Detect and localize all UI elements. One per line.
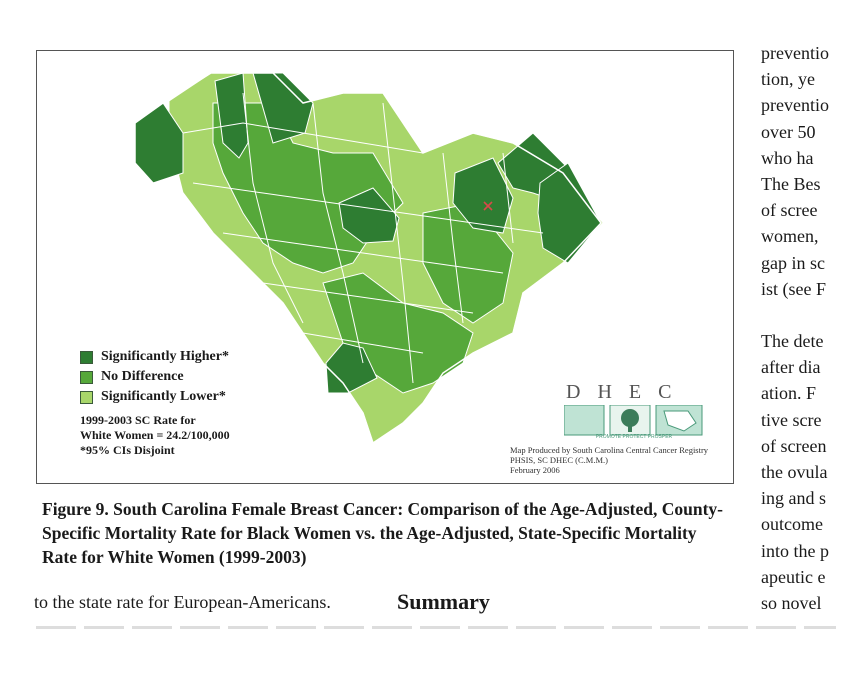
producer-line: Map Produced by South Carolina Central Cancer Registry (510, 445, 709, 455)
right-column-line: gap in sc (761, 252, 825, 273)
rate-note-line: White Women = 24.2/100,000 (80, 428, 230, 442)
legend-swatch-no-difference (80, 371, 93, 384)
right-column-line: preventio (761, 43, 829, 63)
right-column-line: The Bes (761, 174, 821, 195)
rate-note-line: *95% CIs Disjoint (80, 443, 175, 457)
legend-swatch-lower (80, 391, 93, 404)
legend-label-lower: Significantly Lower* (101, 389, 226, 404)
right-column-line: tion, ye (761, 69, 815, 90)
right-column-line: after dia (761, 357, 821, 378)
rate-note-line: 1999-2003 SC Rate for (80, 413, 196, 427)
legend-item-no-difference (80, 367, 229, 387)
right-column-line: tive scre (761, 409, 822, 430)
dhec-logo-motto: PROMOTE PROTECT PROSPER (595, 434, 673, 439)
right-column-line: ing and s (761, 488, 826, 509)
cut-off-text-line (36, 622, 836, 632)
right-column-line: ation. F (761, 383, 817, 404)
right-column-line: the ovula (761, 462, 828, 483)
county-horry (538, 163, 601, 263)
right-column-line: over 50 (761, 121, 816, 142)
dhec-logo (564, 405, 704, 439)
right-column-line: ist (see F (761, 278, 826, 299)
right-column-line: of scree (761, 200, 818, 221)
right-column-line: into the p (761, 540, 829, 561)
producer-line: February 2006 (510, 465, 560, 475)
figure-caption: Figure 9. South Carolina Female Breast Cancer: Comparison of the Age-Adjusted, County-Specific Mortality Rate for Black Women vs. the Age-Adjusted, State-Specific Mortality Rate for White Women (1999-2003) (42, 499, 724, 567)
right-column-line: women, (761, 226, 819, 247)
map-legend (80, 347, 229, 407)
right-column-line: so novel (761, 593, 822, 614)
right-column-line: of screen (761, 435, 827, 456)
legend-swatch-higher (80, 351, 93, 364)
section-heading: Summary (397, 589, 490, 614)
figure-frame (36, 50, 734, 484)
right-column-line: The dete (761, 331, 824, 352)
right-column-text (761, 40, 829, 616)
map-producer-credit (510, 445, 708, 475)
legend-label-no-difference: No Difference (101, 369, 184, 384)
right-column-line: who ha (761, 147, 814, 168)
rate-note (80, 413, 230, 458)
dhec-letters: DHEC (566, 381, 689, 403)
body-text-line: to the state rate for European-Americans. (34, 592, 331, 612)
legend-item-lower (80, 387, 229, 407)
paragraph-gap (761, 302, 829, 328)
right-column-line: preventio (761, 95, 829, 116)
producer-line: PHSIS, SC DHEC (C.M.M.) (510, 455, 609, 465)
right-column-line: apeutic e (761, 566, 826, 587)
legend-label-higher: Significantly Higher* (101, 349, 229, 364)
legend-item-higher (80, 347, 229, 367)
right-column-line: outcome (761, 514, 823, 535)
